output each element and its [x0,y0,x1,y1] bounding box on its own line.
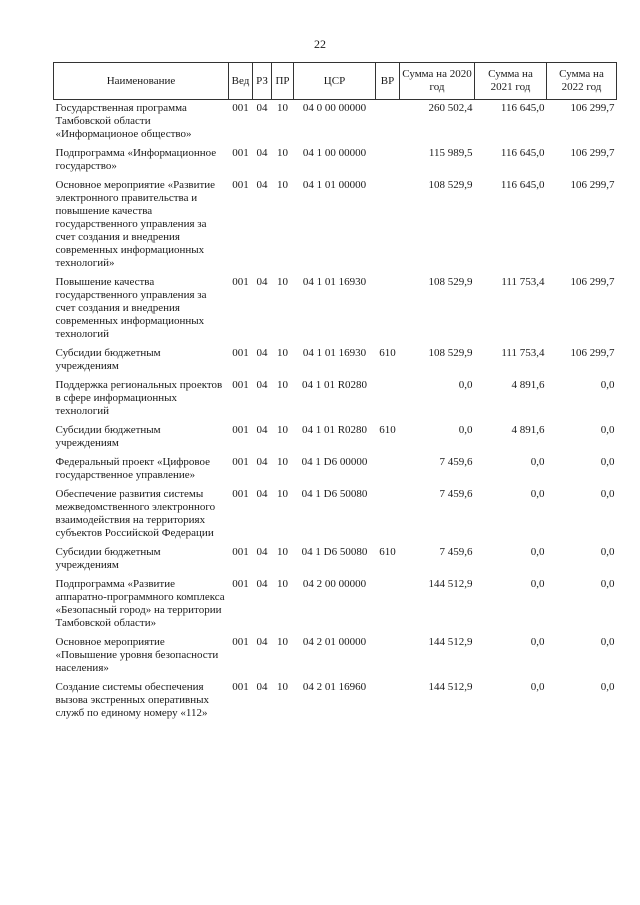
row-name: Субсидии бюджетным учреждениям [55,424,161,449]
row-vr [376,486,400,544]
row-vr: 610 [379,424,396,436]
row-vr [376,454,400,486]
row-rz: 04 [256,379,268,391]
row-ved: 001 [232,379,249,391]
row-sum-2022: 106 299,7 [570,276,615,288]
row-sum-2022: 106 299,7 [570,102,615,114]
row-ved: 001 [232,102,249,114]
row-vr [376,100,400,146]
row-ved: 001 [232,424,249,436]
row-rz: 04 [256,578,268,590]
row-csr: 04 2 01 16960 [302,681,367,693]
header-sum-2022: Сумма на 2022 год [547,63,617,100]
row-vr [376,377,400,422]
budget-table [53,62,617,724]
table-row [54,454,617,486]
header-name: Наименование [54,63,229,100]
header-csr: ЦСР [294,63,376,100]
row-sum-2021: 0,0 [530,488,545,500]
row-sum-2022: 0,0 [600,578,615,590]
row-vr [376,634,400,679]
row-rz: 04 [256,179,268,191]
row-name: Подпрограмма «Развитие аппаратно-программного комплекса «Безопасный город» на территории Тамбовской области» [55,578,225,629]
row-pr: 10 [277,636,288,648]
row-name: Государственная программа Тамбовской области «Информационое общество» [55,102,192,140]
table-row [54,422,617,454]
row-pr: 10 [277,488,288,500]
row-sum-2022: 106 299,7 [570,347,615,359]
row-sum-2021: 116 645,0 [500,147,545,159]
row-csr: 04 1 D6 50080 [301,546,368,558]
row-sum-2021: 0,0 [530,456,545,468]
row-sum-2022: 0,0 [600,488,615,500]
row-name: Поддержка региональных проектов в сфере информационных технологий [55,379,223,417]
row-ved: 001 [232,347,249,359]
row-csr: 04 1 D6 50080 [301,488,368,500]
row-sum-2020: 0,0 [458,379,473,391]
row-sum-2022: 0,0 [600,636,615,648]
row-name: Субсидии бюджетным учреждениям [55,347,161,372]
row-rz: 04 [256,424,268,436]
row-vr [376,177,400,274]
row-csr: 04 1 01 R0280 [301,424,368,436]
row-sum-2021: 111 753,4 [501,347,545,359]
row-pr: 10 [277,681,288,693]
row-name: Основное мероприятие «Развитие электронного правительства и повышение качества государственного управления за счет создания и внедрения современных информационных технологий» [55,179,216,269]
row-sum-2020: 7 459,6 [439,546,473,558]
row-pr: 10 [277,347,288,359]
table-row [54,544,617,576]
row-csr: 04 1 01 16930 [302,347,367,359]
row-rz: 04 [256,102,268,114]
table-row [54,679,617,724]
row-sum-2020: 260 502,4 [428,102,473,114]
row-name: Создание системы обеспечения вызова экстренных оперативных служб по единому номеру «112» [55,681,209,719]
row-pr: 10 [277,546,288,558]
header-pr: ПР [272,63,294,100]
row-pr: 10 [277,456,288,468]
row-vr [376,145,400,177]
row-sum-2020: 0,0 [458,424,473,436]
row-name: Основное мероприятие «Повышение уровня безопасности населения» [55,636,219,674]
row-rz: 04 [256,347,268,359]
row-name: Обеспечение развития системы межведомственного электронного взаимодействия на территориях субъектов Российской Федерации [55,488,216,539]
row-pr: 10 [277,102,288,114]
row-ved: 001 [232,681,249,693]
row-ved: 001 [232,179,249,191]
row-name: Повышение качества государственного управления за счет создания и внедрения современных информационных технологий [55,276,207,340]
row-vr [376,576,400,634]
row-pr: 10 [277,578,288,590]
row-sum-2020: 144 512,9 [428,681,473,693]
row-sum-2020: 108 529,9 [428,347,473,359]
table-row [54,274,617,345]
row-sum-2020: 144 512,9 [428,578,473,590]
row-sum-2022: 0,0 [600,681,615,693]
row-rz: 04 [256,546,268,558]
row-rz: 04 [256,456,268,468]
row-vr [376,679,400,724]
row-sum-2022: 0,0 [600,456,615,468]
row-sum-2021: 116 645,0 [500,179,545,191]
row-sum-2021: 4 891,6 [511,379,545,391]
row-vr [376,274,400,345]
row-sum-2022: 0,0 [600,379,615,391]
row-sum-2022: 106 299,7 [570,147,615,159]
row-pr: 10 [277,276,288,288]
row-pr: 10 [277,424,288,436]
row-ved: 001 [232,456,249,468]
header-vr: ВР [376,63,400,100]
row-rz: 04 [256,147,268,159]
row-sum-2022: 0,0 [600,546,615,558]
row-ved: 001 [232,276,249,288]
header-sum-2021: Сумма на 2021 год [475,63,547,100]
row-sum-2020: 115 989,5 [428,147,473,159]
row-sum-2020: 108 529,9 [428,179,473,191]
row-sum-2021: 0,0 [530,578,545,590]
row-sum-2022: 0,0 [600,424,615,436]
row-sum-2020: 108 529,9 [428,276,473,288]
row-pr: 10 [277,379,288,391]
row-sum-2020: 7 459,6 [439,488,473,500]
row-pr: 10 [277,179,288,191]
row-sum-2021: 116 645,0 [500,102,545,114]
row-name: Подпрограмма «Информационное государство» [55,147,217,172]
table-body [54,100,617,725]
row-sum-2021: 4 891,6 [511,424,545,436]
row-name: Субсидии бюджетным учреждениям [55,546,161,571]
row-ved: 001 [232,546,249,558]
row-csr: 04 1 01 00000 [302,179,367,191]
row-sum-2020: 144 512,9 [428,636,473,648]
row-csr: 04 1 01 R0280 [301,379,368,391]
page-number: 22 [314,37,326,51]
table-row [54,345,617,377]
row-rz: 04 [256,276,268,288]
table-row [54,177,617,274]
table-row [54,100,617,146]
row-sum-2021: 0,0 [530,681,545,693]
row-rz: 04 [256,636,268,648]
row-csr: 04 1 00 00000 [302,147,367,159]
row-ved: 001 [232,488,249,500]
row-rz: 04 [256,681,268,693]
row-rz: 04 [256,488,268,500]
table-row [54,486,617,544]
row-csr: 04 2 00 00000 [302,578,367,590]
row-sum-2020: 7 459,6 [439,456,473,468]
row-vr: 610 [379,546,396,558]
header-rz: РЗ [253,63,272,100]
row-name: Федеральный проект «Цифровое государственное управление» [55,456,211,481]
row-ved: 001 [232,636,249,648]
row-csr: 04 1 D6 00000 [301,456,368,468]
row-sum-2022: 106 299,7 [570,179,615,191]
table-row [54,145,617,177]
row-sum-2021: 111 753,4 [501,276,545,288]
table-row [54,377,617,422]
row-csr: 04 2 01 00000 [302,636,367,648]
table-header [54,63,617,100]
row-ved: 001 [232,578,249,590]
row-vr: 610 [379,347,396,359]
header-sum-2020: Сумма на 2020 год [400,63,475,100]
table-row [54,576,617,634]
row-pr: 10 [277,147,288,159]
row-sum-2021: 0,0 [530,546,545,558]
row-ved: 001 [232,147,249,159]
table-row [54,634,617,679]
row-csr: 04 1 01 16930 [302,276,367,288]
header-ved: Вед [229,63,253,100]
row-csr: 04 0 00 00000 [302,102,367,114]
row-sum-2021: 0,0 [530,636,545,648]
